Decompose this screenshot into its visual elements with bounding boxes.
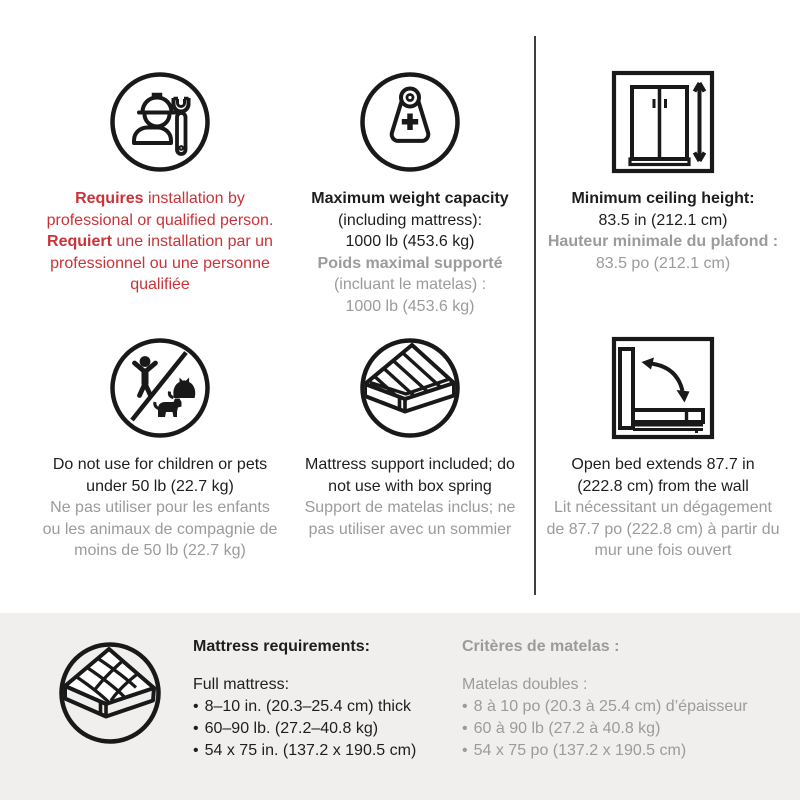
text-line: Hauteur minimale du plafond : [547, 233, 779, 250]
text-line: Do not use for children or pets [52, 456, 268, 473]
weight-capacity-icon [308, 70, 512, 174]
mattress-requirements-fr [462, 636, 772, 762]
text-line: 83.5 po (212.1 cm) [595, 254, 731, 272]
text-line: Mattress support included; do [305, 456, 515, 473]
list-item: • 54 x 75 po (137.2 x 190.5 cm) [462, 740, 772, 762]
mattress-requirements-heading-fr: Critères de matelas : [462, 638, 620, 655]
mattress-specs-list-fr [462, 696, 772, 762]
text-line: mur une fois ouvert [594, 542, 732, 559]
list-item: • 8 à 10 po (20.3 à 25.4 cm) d’épaisseur [462, 696, 772, 718]
panel-ceiling-height [543, 70, 783, 274]
text-line: not use with box spring [328, 477, 492, 495]
open-bed-clearance-icon [543, 336, 783, 440]
text-line: moins de 50 lb (22.7 kg) [74, 542, 246, 559]
worker-with-wrench-icon [28, 70, 292, 174]
text-line: Requiert une installation par un [47, 233, 273, 250]
text-line: Open bed extends 87.7 in [571, 456, 755, 473]
text-line: (incluant le matelas) : [333, 276, 487, 293]
mattress-specs-list [193, 696, 458, 762]
panel-open-bed [543, 336, 783, 562]
vertical-divider [534, 36, 536, 595]
text-line: 1000 lb (453.6 kg) [345, 233, 475, 250]
text-line: pas utiliser avec un sommier [308, 520, 512, 538]
mattress-requirements-en [193, 636, 458, 762]
text-line: 1000 lb (453.6 kg) [345, 297, 475, 315]
slatted-mattress-support-icon [303, 336, 517, 440]
list-item: • 8–10 in. (20.3–25.4 cm) thick [193, 696, 458, 718]
text-line: Maximum weight capacity [311, 190, 509, 207]
list-item: • 60 à 90 lb (27.2 à 40.8 kg) [462, 718, 772, 740]
text-line: (including mattress): [337, 211, 483, 229]
list-item: • 60–90 lb. (27.2–40.8 kg) [193, 718, 458, 740]
text-line: Lit nécessitant un dégagement [554, 499, 772, 516]
text-line: qualifiée [130, 276, 190, 293]
text-line: Support de matelas inclus; ne [304, 499, 516, 516]
panel-no-children-pets [28, 336, 292, 562]
text-line: (222.8 cm) from the wall [577, 477, 749, 495]
text-line: Requires installation by [75, 190, 245, 207]
text-line: under 50 lb (22.7 kg) [86, 477, 234, 495]
text-line: ou les animaux de compagnie de [42, 520, 278, 538]
cabinet-height-arrow-icon [543, 70, 783, 174]
text-line: professionnel ou une personne [50, 254, 270, 272]
text-line: Minimum ceiling height: [571, 190, 755, 207]
text-line: 83.5 in (212.1 cm) [598, 211, 728, 229]
mattress-type-label-fr: Matelas doubles : [462, 676, 588, 693]
mattress-type-label: Full mattress: [193, 676, 290, 693]
tufted-mattress-icon [57, 640, 163, 751]
panel-mattress-support [303, 336, 517, 540]
panel-installation [28, 70, 292, 296]
panel-weight-capacity [308, 70, 512, 317]
mattress-requirements-heading: Mattress requirements: [193, 638, 370, 655]
text-line: Ne pas utiliser pour les enfants [50, 499, 270, 516]
no-children-or-pets-icon [28, 336, 292, 440]
text-line: Poids maximal supporté [317, 254, 503, 272]
list-item: • 54 x 75 in. (137.2 x 190.5 cm) [193, 740, 458, 762]
text-line: de 87.7 po (222.8 cm) à partir du [546, 520, 780, 538]
text-line: professional or qualified person. [46, 211, 274, 229]
